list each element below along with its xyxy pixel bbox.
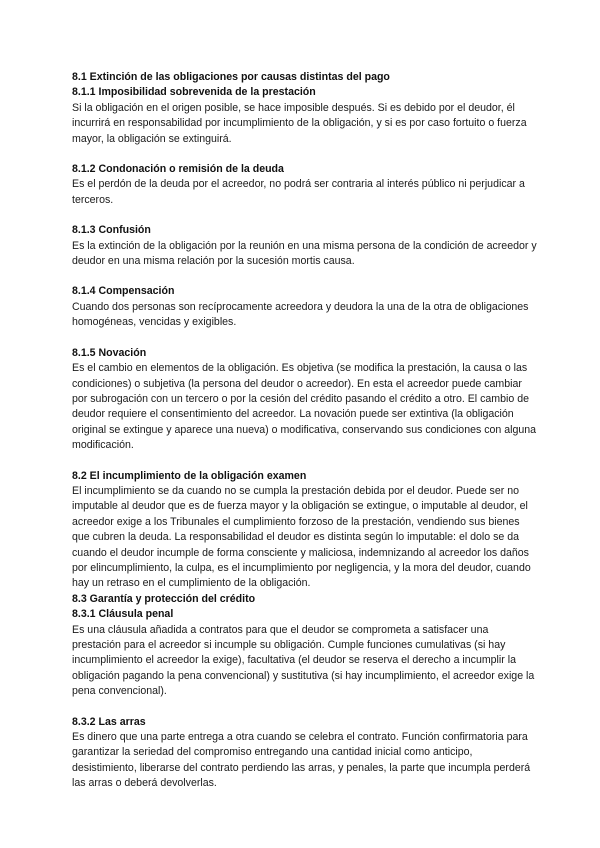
paragraph-8-3-2: Es dinero que una parte entrega a otra cuando se celebra el contrato. Función confirmatoria para garantizar la seriedad del compromiso entregando una cantidad inicial como anticipo, desistimiento, liberarse del contrato perdiendo las arras, y penales, la parte que incumpla perderá las arras o deberá devolverlas. (72, 731, 531, 790)
paragraph-8-3-1: Es una cláusula añadida a contratos para que el deudor se comprometa a satisfacer una prestación para el acreedor si incumple su obligación. Cumple funciones cumulativas (si hay incumplimiento el acreedor la exige), facultativa (el deudor se reserva el derecho a incumplir la obligación pagando la pena convencional) y sustitutiva (si hay incumplimiento, el acreedor exige la pena convencional). (72, 623, 535, 698)
spacer (72, 331, 537, 346)
heading-8-1-1: 8.1.1 Imposibilidad sobrevenida de la prestación (72, 86, 316, 99)
document-page (72, 70, 537, 792)
paragraph-8-1-5: Es el cambio en elementos de la obligación. Es objetiva (se modifica la prestación, la causa o las condiciones) o subjetiva (la persona del deudor o acreedor). En esta el acreedor puede cambiar por subrogación con un tercero o por la cesión del crédito pasando el crédito a otro. El cambio de deudor requiere el consentimiento del acreedor. La novación puede ser extintiva (la obligación original se extingue y aparece una nueva) o modificativa, conservando sus condiciones con alguna modificación. (72, 362, 537, 452)
spacer (72, 454, 537, 469)
spacer (72, 147, 537, 162)
heading-8-3-2: 8.3.2 Las arras (72, 715, 146, 728)
paragraph-8-2: El incumplimiento se da cuando no se cumpla la prestación debida por el deudor. Puede ser no imputable al deudor que es de fuerza mayor y la obligación se extingue, o imputable al deudor, el acreedor exige a los Tribunales el cumplimiento forzoso de la prestación, vendiendo sus bienes que cubren la deuda. La responsabilidad el deudor es distinta según lo imputable: el dolo se da cuando el deudor incumple de forma consciente y maliciosa, indemnizando al acreedor los daños por elincumplimiento, la culpa, es el incumplimiento por negligencia, y la mora del deudor, cuando hay un retraso en el cumplimiento de la obligación. (72, 484, 531, 590)
paragraph-8-1-1: Si la obligación en el origen posible, se hace imposible después. Si es debido por el deudor, él incurrirá en responsabilidad por incumplimiento de la obligación, y si es por caso fortuito o fuerza mayor, la obligación se extinguirá. (72, 101, 527, 145)
heading-8-1-3: 8.1.3 Confusión (72, 224, 151, 237)
heading-8-3-1: 8.3.1 Cláusula penal (72, 608, 174, 621)
spacer (72, 269, 537, 284)
heading-8-1-2: 8.1.2 Condonación o remisión de la deuda (72, 163, 284, 176)
spacer (72, 208, 537, 223)
paragraph-8-1-2: Es el perdón de la deuda por el acreedor, no podrá ser contraria al interés público ni perjudicar a terceros. (72, 178, 525, 206)
paragraph-8-1-3: Es la extinción de la obligación por la reunión en una misma persona de la condición de acreedor y deudor en una misma relación por la sucesión mortis causa. (72, 239, 537, 268)
heading-8-1: 8.1 Extinción de las obligaciones por causas distintas del pago (72, 71, 390, 83)
heading-8-3: 8.3 Garantía y protección del crédito (72, 592, 256, 605)
paragraph-8-1-4: Cuando dos personas son recíprocamente acreedora y deudora la una de la otra de obligaciones homogéneas, vencidas y exigibles. (72, 300, 529, 329)
heading-8-1-4: 8.1.4 Compensación (72, 285, 175, 298)
heading-8-2: 8.2 El incumplimiento de la obligación examen (72, 469, 307, 482)
spacer (72, 700, 537, 715)
heading-8-1-5: 8.1.5 Novación (72, 346, 147, 359)
